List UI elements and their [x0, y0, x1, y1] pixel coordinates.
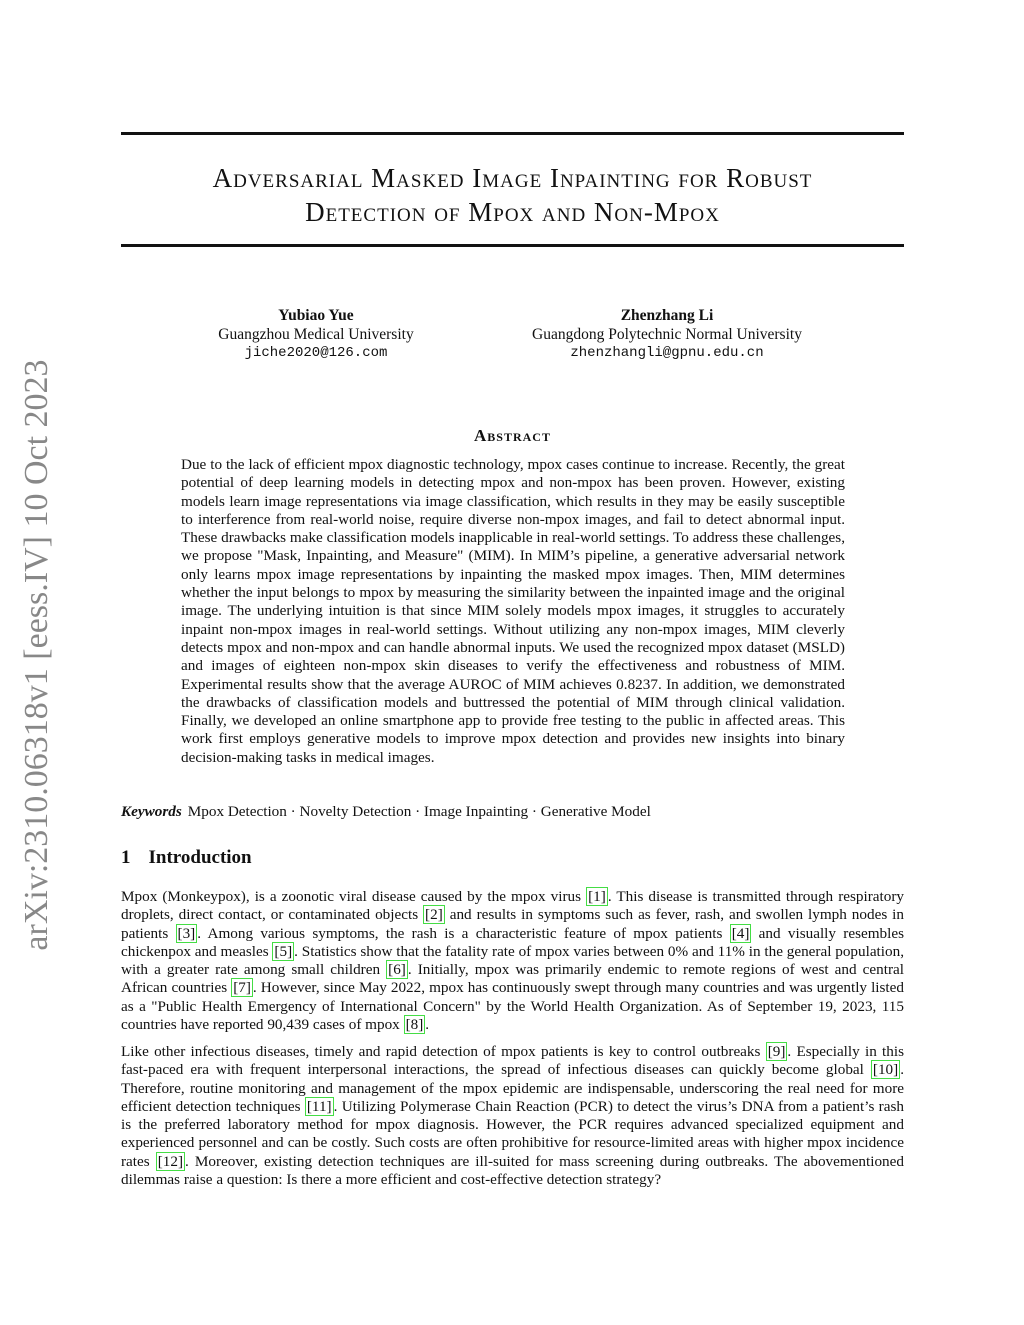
paragraph-text: . However, since May 2022, mpox has continuously swept through many countries and was urgently listed as a "Public Health Emergency of International Concern" by the World Health Organization. As of September 19, 2023, 115 countries have reported 90,439 cases of mpox [121, 979, 904, 1034]
section-heading-introduction [121, 847, 252, 869]
author-block-1 [180, 306, 452, 363]
paragraph-text: . Therefore, routine monitoring and management of the mpox epidemic are indispensable, underscoring the real need for more efficient detection techniques [121, 1061, 904, 1115]
citation-link[interactable]: [12] [157, 1152, 184, 1170]
citation-link[interactable]: [10] [872, 1061, 899, 1079]
citation-link[interactable]: [8] [405, 1016, 424, 1034]
author-affiliation: Guangzhou Medical University [218, 326, 414, 343]
section-number: 1 [121, 847, 131, 868]
citation-link[interactable]: [3] [177, 924, 196, 942]
paragraph-text: and visually resembles chickenpox and measles [121, 924, 904, 960]
citation-link[interactable]: [7] [233, 979, 251, 997]
intro-paragraph-1 [121, 888, 904, 1034]
citation-link[interactable]: [9] [767, 1043, 786, 1060]
citation-link[interactable]: [1] [588, 888, 606, 905]
paragraph-text: . Among various symptoms, the rash is a characteristic feature of mpox patients [197, 924, 730, 942]
intro-paragraph-2 [121, 1043, 904, 1189]
paper-title-line-2: Detection of Mpox and Non-Mpox [305, 197, 720, 227]
author-block-2 [500, 306, 834, 363]
author-affiliation: Guangdong Polytechnic Normal University [532, 326, 802, 343]
paragraph-text: and results in symptoms such as fever, rash, and swollen lymph nodes in patients [121, 906, 904, 942]
paragraph-text: . Statistics show that the fatality rate of mpox varies between 0% and 11% in the general population, with a greater rate among small children [121, 942, 904, 979]
abstract-heading: Abstract [474, 426, 551, 445]
paragraph-text: . This disease is transmitted through respiratory droplets, direct contact, or contaminated objects [121, 888, 904, 924]
paragraph-text: Mpox (Monkeypox), is a zoonotic viral disease caused by the mpox virus [121, 888, 587, 905]
section-title: Introduction [148, 847, 252, 868]
citation-link[interactable]: [6] [388, 961, 406, 979]
paragraph-text: . Utilizing Polymerase Chain Reaction (PCR) to detect the virus’s DNA from a patient’s rash is the preferred laboratory method for mpox diagnosis. However, the PCR requires advanced specialized equipment and experienced personnel and can be costly. Such costs are often prohibitive for resource-limited areas with higher mpox incidence rates [121, 1097, 904, 1170]
paragraph-text: Like other infectious diseases, timely and rapid detection of mpox patients is key to control outbreaks [121, 1043, 766, 1060]
title-top-rule [121, 132, 904, 135]
paragraph-text: . Initially, mpox was primarily endemic to remote regions of west and central African countries [121, 961, 904, 997]
author-email[interactable]: jiche2020@126.com [244, 345, 388, 361]
citation-link[interactable]: [5] [274, 942, 293, 960]
arxiv-identifier-stamp: arXiv:2310.06318v1 [eess.IV] 10 Oct 2023 [18, 359, 55, 951]
keywords-label: Keywords [121, 803, 182, 820]
author-email[interactable]: zhenzhangli@gpnu.edu.cn [570, 345, 764, 361]
title-bottom-rule [121, 244, 904, 247]
paragraph-text: . Moreover, existing detection techniques are ill-suited for mass screening during outbreaks. The abovementioned dilemmas raise a question: Is there a more efficient and cost-effective detection strategy? [121, 1152, 904, 1189]
paper-title-line-1: Adversarial Masked Image Inpainting for Robust [212, 163, 813, 193]
citation-link[interactable]: [2] [425, 906, 443, 924]
abstract-body: Due to the lack of efficient mpox diagnostic technology, mpox cases continue to increase. Recently, the great potential of deep learning models in detecting mpox and non-mpox has been proven. However, existing models learn image representations via image classification, which results in they may be easily susceptible to interference from real-world noise, require diverse non-mpox images, and fail to detect abnormal input. These drawbacks make classification models inapplicable in real-world settings. To address these challenges, we propose "Mask, Inpainting, and Measure" (MIM). In MIM’s pipeline, a generative adversarial network only learns mpox image representations by inpainting the masked mpox images. Then, MIM determines whether the input belongs to mpox by measuring the similarity between the inpainted image and the original image. The underlying intuition is that since MIM solely models mpox images, it struggles to accurately inpaint non-mpox images in real-world settings. Without utilizing any non-mpox images, MIM cleverly detects mpox and non-mpox and can handle abnormal inputs. We used the recognized mpox dataset (MSLD) and images of eighteen non-mpox skin diseases to verify the effectiveness and robustness of MIM. Experimental results show that the average AUROC of MIM achieves 0.8237. In addition, we demonstrated the drawbacks of classification models and buttressed the potential of MIM through clinical validation. Finally, we developed an online smartphone app to provide free testing to the public in affected areas. This work first employs generative models to improve mpox detection and provides new insights into binary decision-making tasks in medical images. [181, 456, 845, 766]
citation-link[interactable]: [11] [306, 1097, 332, 1115]
author-name: Yubiao Yue [278, 307, 354, 324]
author-name: Zhenzhang Li [620, 307, 714, 324]
citation-link[interactable]: [4] [731, 924, 750, 942]
keywords-list: Mpox Detection · Novelty Detection · Image Inpainting · Generative Model [187, 803, 651, 820]
paragraph-text: . Especially in this fast-paced era with frequent interpersonal interactions, the spread of infectious diseases can quickly become global [121, 1043, 904, 1079]
paragraph-text: . [425, 1016, 430, 1034]
keywords-line [121, 803, 904, 821]
